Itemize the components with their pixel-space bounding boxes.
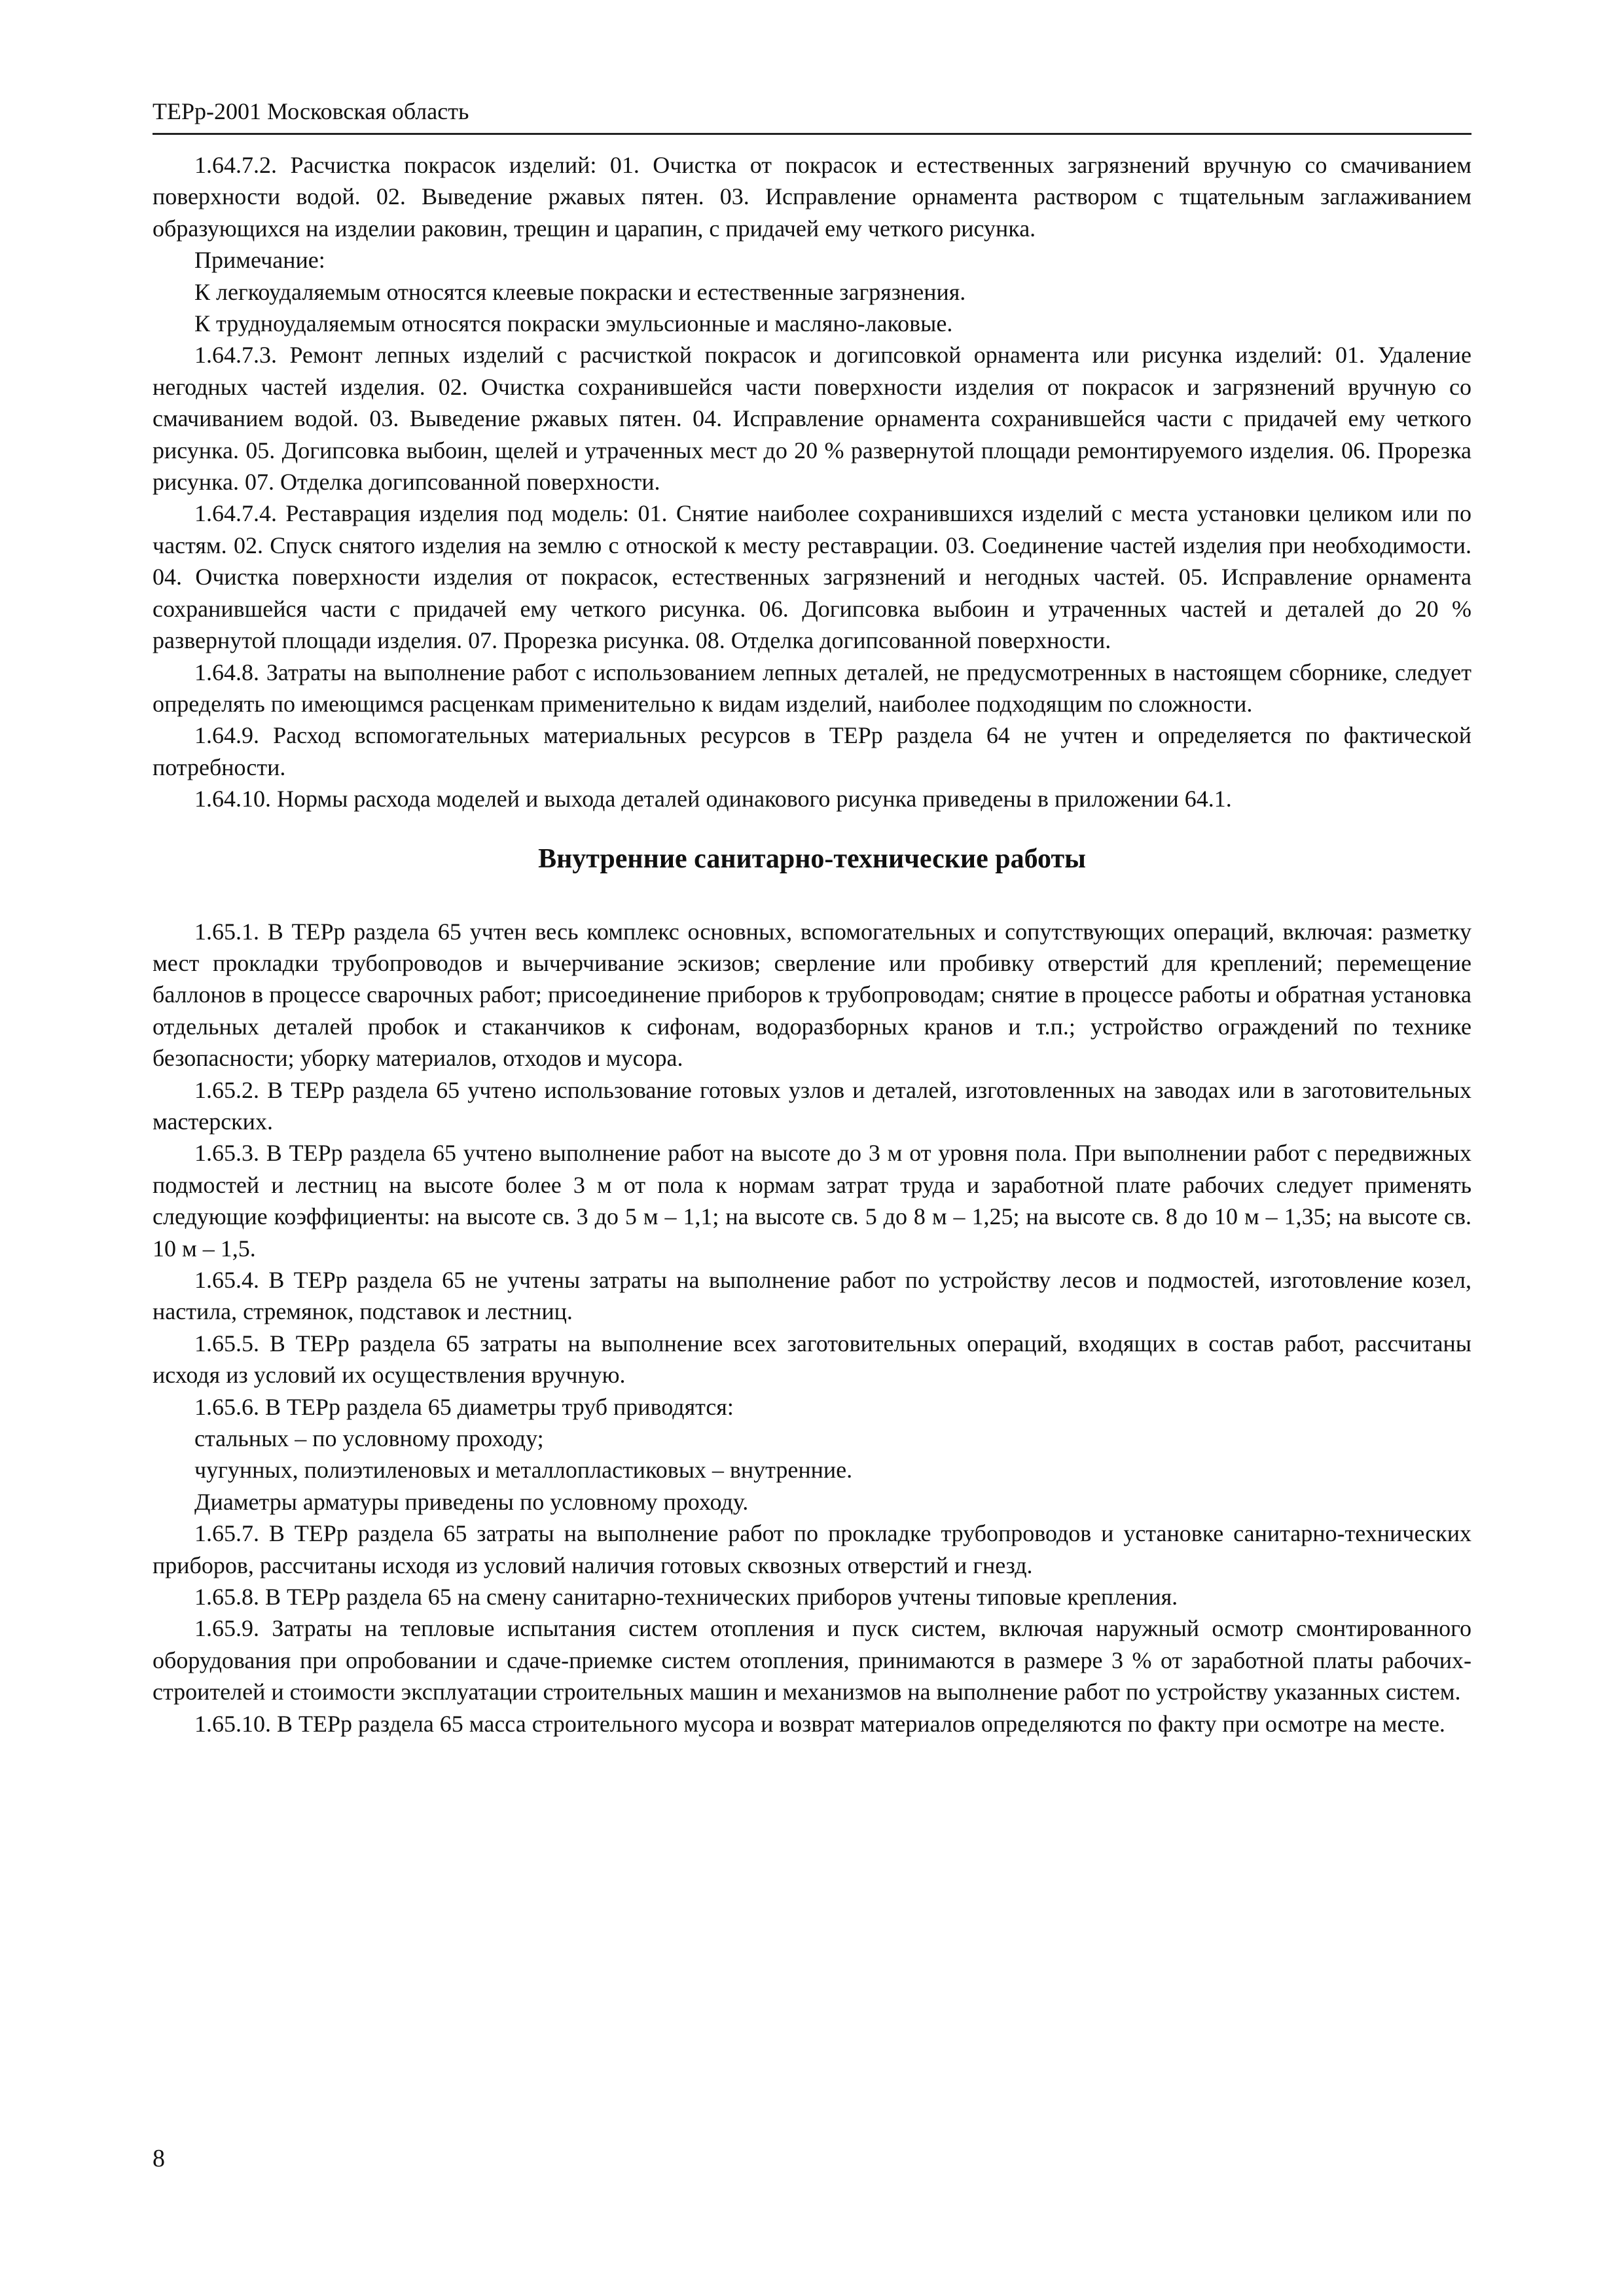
paragraph-1-64-7-2: 1.64.7.2. Расчистка покрасок изделий: 01. Очистка от покрасок и естественных загрязнений вручную со смачиванием поверхности водой. 02. Выведение ржавых пятен. 03. Исправление орнамента раствором с тщательным заглаживанием образующихся на изделии раковин, трещин и царапин, с придачей ему четкого рисунка. [153, 152, 1471, 242]
paragraph-1-65-8: 1.65.8. В ТЕРр раздела 65 на смену санитарно-технических приборов учтены типовые крепления. [194, 1584, 1178, 1611]
paragraph-1-65-7: 1.65.7. В ТЕРр раздела 65 затраты на выполнение работ по прокладке трубопроводов и установке санитарно-технических приборов, рассчитаны исходя из условий наличия готовых сквозных отверстий и гнезд. [153, 1520, 1471, 1578]
paragraph-1-65-5: 1.65.5. В ТЕРр раздела 65 затраты на выполнение всех заготовительных операций, входящих в состав работ, рассчитаны исходя из условий их осуществления вручную. [153, 1330, 1471, 1389]
fittings-diameter-note: Диаметры арматуры приведены по условному проходу. [194, 1488, 749, 1515]
list-item-cast-iron-pipes: чугунных, полиэтиленовых и металлопластиковых – внутренние. [194, 1457, 853, 1484]
header-rule [153, 133, 1471, 135]
note-heading: Примечание: [194, 247, 325, 274]
paragraph-1-64-10: 1.64.10. Нормы расхода моделей и выхода деталей одинакового рисунка приведены в приложении 64.1. [194, 786, 1232, 812]
paragraph-1-65-1: 1.65.1. В ТЕРр раздела 65 учтен весь комплекс основных, вспомогательных и сопутствующих операций, включая: разметку мест прокладки трубопроводов и вычерчивание эскизов; сверление или пробивку отверстий для креплений; перемещение баллонов в процессе сварочных работ; присоединение приборов к трубопроводам; снятие в процессе работы и обратная установка отдельных деталей пробок и стаканчиков к сифонам, водоразборных кранов и т.п.; устройство ограждений по технике безопасности; уборку материалов, отходов и мусора. [153, 918, 1471, 1072]
running-header: ТЕРр-2001 Московская область [153, 98, 469, 124]
section-title: Внутренние санитарно-технические работы [538, 843, 1086, 874]
page-body [153, 149, 1471, 1740]
paragraph-1-65-3: 1.65.3. В ТЕРр раздела 65 учтено выполнение работ на высоте до 3 м от уровня пола. При выполнении работ с передвижных подмостей и лестниц на высоте более 3 м от пола к нормам затрат труда и заработной плате рабочих следует применять следующие коэффициенты: на высоте св. 3 до 5 м – 1,1; на высоте св. 5 до 8 м – 1,25; на высоте св. 8 до 10 м – 1,35; на высоте св. 10 м – 1,5. [153, 1140, 1471, 1262]
paragraph-1-65-9: 1.65.9. Затраты на тепловые испытания систем отопления и пуск систем, включая наружный осмотр смонтированного оборудования при опробовании и сдаче-приемке систем отопления, принимаются в размере 3 % от заработной платы рабочих-строителей и стоимости эксплуатации строительных машин и механизмов на выполнение работ по устройству указанных систем. [153, 1615, 1471, 1705]
paragraph-1-64-7-3: 1.64.7.3. Ремонт лепных изделий с расчисткой покрасок и догипсовкой орнамента или рисунка изделий: 01. Удаление негодных частей изделия. 02. Очистка сохранившейся части поверхности изделия от покрасок и загрязнений вручную со смачиванием водой. 03. Выведение ржавых пятен. 04. Исправление орнамента сохранившейся части с придачей ему четкого рисунка. 05. Догипсовка выбоин, щелей и утраченных мест до 20 % развернутой площади ремонтируемого изделия. 06. Прорезка рисунка. 07. Отделка догипсованной поверхности. [153, 342, 1471, 496]
note-hard-removal: К трудноудаляемым относятся покраски эмульсионные и масляно-лаковые. [194, 310, 953, 337]
page-number: 8 [153, 2145, 165, 2172]
paragraph-1-65-4: 1.65.4. В ТЕРр раздела 65 не учтены затраты на выполнение работ по устройству лесов и подмостей, изготовление козел, настила, стремянок, подставок и лестниц. [153, 1267, 1471, 1325]
paragraph-1-65-2: 1.65.2. В ТЕРр раздела 65 учтено использование готовых узлов и деталей, изготовленных на заводах или в заготовительных мастерских. [153, 1076, 1471, 1135]
paragraph-1-64-9: 1.64.9. Расход вспомогательных материальных ресурсов в ТЕРр раздела 64 не учтен и определяется по фактической потребности. [153, 722, 1471, 780]
list-item-steel-pipes: стальных – по условному проходу; [194, 1425, 544, 1452]
paragraph-1-64-7-4: 1.64.7.4. Реставрация изделия под модель: 01. Снятие наиболее сохранившихся изделий с места установки целиком или по частям. 02. Спуск снятого изделия на землю с отноской к месту реставрации. 03. Соединение частей изделия при необходимости. 04. Очистка поверхности изделия от покрасок, естественных загрязнений и негодных частей. 05. Исправление орнамента сохранившейся части с придачей ему четкого рисунка. 06. Догипсовка выбоин и утраченных частей и деталей до 20 % развернутой площади изделия. 07. Прорезка рисунка. 08. Отделка догипсованной поверхности. [153, 500, 1471, 654]
paragraph-1-64-8: 1.64.8. Затраты на выполнение работ с использованием лепных деталей, не предусмотренных в настоящем сборнике, следует определять по имеющимся расценкам применительно к видам изделий, наиболее подходящим по сложности. [153, 659, 1471, 717]
paragraph-1-65-10: 1.65.10. В ТЕРр раздела 65 масса строительного мусора и возврат материалов определяются по факту при осмотре на месте. [194, 1710, 1445, 1737]
paragraph-1-65-6: 1.65.6. В ТЕРр раздела 65 диаметры труб приводятся: [194, 1393, 734, 1420]
note-easy-removal: К легкоудаляемым относятся клеевые покраски и естественные загрязнения. [194, 278, 966, 305]
